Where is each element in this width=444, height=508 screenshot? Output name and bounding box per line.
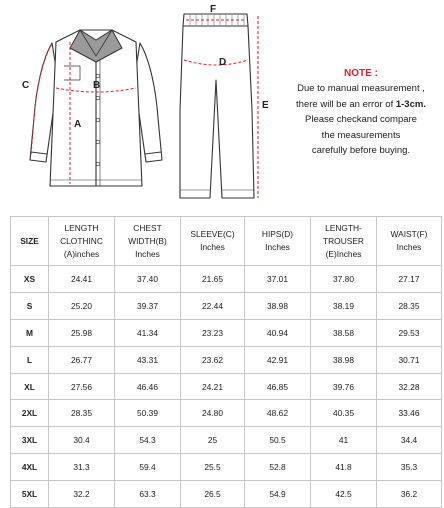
measurement-cell: 21.65 — [181, 266, 245, 293]
measurement-cell: 37.40 — [115, 266, 181, 293]
measurement-cell: 41.8 — [311, 454, 377, 481]
measurement-cell: 59.4 — [115, 454, 181, 481]
measurement-cell: 32.28 — [377, 373, 442, 400]
size-cell: M — [11, 319, 49, 346]
measurement-cell: 28.35 — [49, 400, 115, 427]
measurement-cell: 46.85 — [245, 373, 311, 400]
measurement-cell: 38.58 — [311, 319, 377, 346]
column-header-line: TROUSER — [323, 235, 364, 246]
note-title: NOTE : — [344, 68, 378, 79]
measurement-cell: 37.01 — [245, 266, 311, 293]
measurement-cell: 41 — [311, 427, 377, 454]
column-header-line: Inches — [200, 242, 225, 252]
note-line-4: the measurements — [321, 129, 401, 141]
table-header-row — [11, 217, 442, 266]
measurement-cell: 63.3 — [115, 481, 181, 508]
size-cell: L — [11, 346, 49, 373]
measurement-cell: 38.98 — [311, 346, 377, 373]
measurement-cell: 25.20 — [49, 292, 115, 319]
column-header-size — [11, 217, 49, 266]
table-row — [11, 454, 442, 481]
column-header-line: HIPS(D) — [261, 229, 294, 239]
column-header-line: LENGTH- — [325, 222, 362, 233]
measurement-cell: 32.2 — [49, 481, 115, 508]
column-header-line: Inches — [396, 242, 422, 252]
measurement-cell: 26.5 — [181, 481, 245, 508]
table-row — [11, 266, 442, 293]
column-header — [115, 217, 181, 266]
size-cell: XS — [11, 266, 49, 293]
measurement-cell: 38.19 — [311, 292, 377, 319]
column-header-line: (A)inches — [63, 248, 100, 259]
measurement-cell: 26.77 — [49, 346, 115, 373]
label-f: F — [210, 4, 217, 15]
table-row — [11, 427, 442, 454]
measurement-cell: 43.31 — [115, 346, 181, 373]
size-cell: 3XL — [11, 427, 49, 454]
label-d: D — [219, 57, 227, 68]
measurement-cell: 50.5 — [245, 427, 311, 454]
measurement-cell: 28.35 — [377, 292, 442, 319]
measurement-cell: 33.46 — [377, 400, 442, 427]
column-header-line: CHEST — [133, 222, 162, 233]
measurement-cell: 23.23 — [181, 319, 245, 346]
measurement-cell: 40.35 — [311, 400, 377, 427]
size-cell: 2XL — [11, 400, 49, 427]
measurement-cell: 31.3 — [49, 454, 115, 481]
measurement-cell: 22.44 — [181, 292, 245, 319]
column-header-line: Inches — [265, 242, 290, 252]
measurement-cell: 39.76 — [311, 373, 377, 400]
size-chart-table — [10, 216, 442, 508]
measurement-cell: 34.4 — [377, 427, 442, 454]
table-row — [11, 481, 442, 508]
column-header — [181, 217, 245, 266]
measurement-cell: 30.4 — [49, 427, 115, 454]
measurement-cell: 27.17 — [377, 266, 442, 293]
label-a: A — [74, 119, 82, 130]
measurement-cell: 35.3 — [377, 454, 442, 481]
note-line-1: Due to manual measurement , — [297, 83, 425, 95]
measurement-cell: 24.80 — [181, 400, 245, 427]
column-header — [49, 217, 115, 266]
measurement-cell: 37.80 — [311, 266, 377, 293]
measurement-cell: 41.34 — [115, 319, 181, 346]
measurement-cell: 54.3 — [115, 427, 181, 454]
measurement-cell: 36.2 — [377, 481, 442, 508]
trousers-illustration — [180, 14, 254, 198]
measurement-cell: 25 — [181, 427, 245, 454]
size-cell: XL — [11, 373, 49, 400]
note-line-2-strong: 1-3cm. — [395, 98, 426, 110]
note-line-3: Please checkand compare — [305, 114, 417, 126]
measurement-cell: 46.46 — [115, 373, 181, 400]
column-header-line: SIZE — [20, 235, 39, 246]
column-header-line: (E)Inches — [325, 248, 362, 259]
size-cell: 5XL — [11, 481, 49, 508]
column-header — [245, 217, 311, 266]
table-row — [11, 400, 442, 427]
column-header-line: Inches — [135, 248, 160, 259]
table-row — [11, 292, 442, 319]
measurement-cell: 54.9 — [245, 481, 311, 508]
measurement-cell: 29.53 — [377, 319, 442, 346]
measurement-cell: 23.62 — [181, 346, 245, 373]
measurement-cell: 30.71 — [377, 346, 442, 373]
note-line-5: carefully before buying. — [311, 145, 411, 157]
column-header-line: WAIST(F) — [390, 229, 428, 239]
measurement-cell: 42.5 — [311, 481, 377, 508]
measurement-cell: 25.5 — [181, 454, 245, 481]
column-header-line: CLOTHINC — [60, 235, 103, 246]
measurement-note — [286, 66, 436, 158]
measurement-cell: 50.39 — [115, 400, 181, 427]
measurement-cell: 40.94 — [245, 319, 311, 346]
column-header-line: SLEEVE(C) — [190, 229, 235, 239]
size-cell: 4XL — [11, 454, 49, 481]
table-row — [11, 319, 442, 346]
measurement-cell: 48.62 — [245, 400, 311, 427]
column-header — [311, 217, 377, 266]
table-body — [11, 266, 442, 508]
measurement-cell: 42.91 — [245, 346, 311, 373]
measurement-cell: 52.8 — [245, 454, 311, 481]
measurement-cell: 27.56 — [49, 373, 115, 400]
column-header-line: WIDTH(B) — [128, 235, 167, 246]
column-header — [377, 217, 442, 266]
measurement-cell: 24.41 — [49, 266, 115, 293]
measurement-cell: 38.98 — [245, 292, 311, 319]
measurement-cell: 25.98 — [49, 319, 115, 346]
note-line-2-prefix: there will be an error of — [296, 98, 396, 110]
label-e: E — [262, 100, 269, 111]
measurement-cell: 39.37 — [115, 292, 181, 319]
label-c: C — [22, 80, 30, 91]
note-line-2 — [286, 97, 436, 112]
label-b: B — [93, 80, 101, 91]
table-row — [11, 346, 442, 373]
size-cell: S — [11, 292, 49, 319]
table-row — [11, 373, 442, 400]
measurement-cell: 24.21 — [181, 373, 245, 400]
column-header-line: LENGTH — [64, 222, 99, 233]
